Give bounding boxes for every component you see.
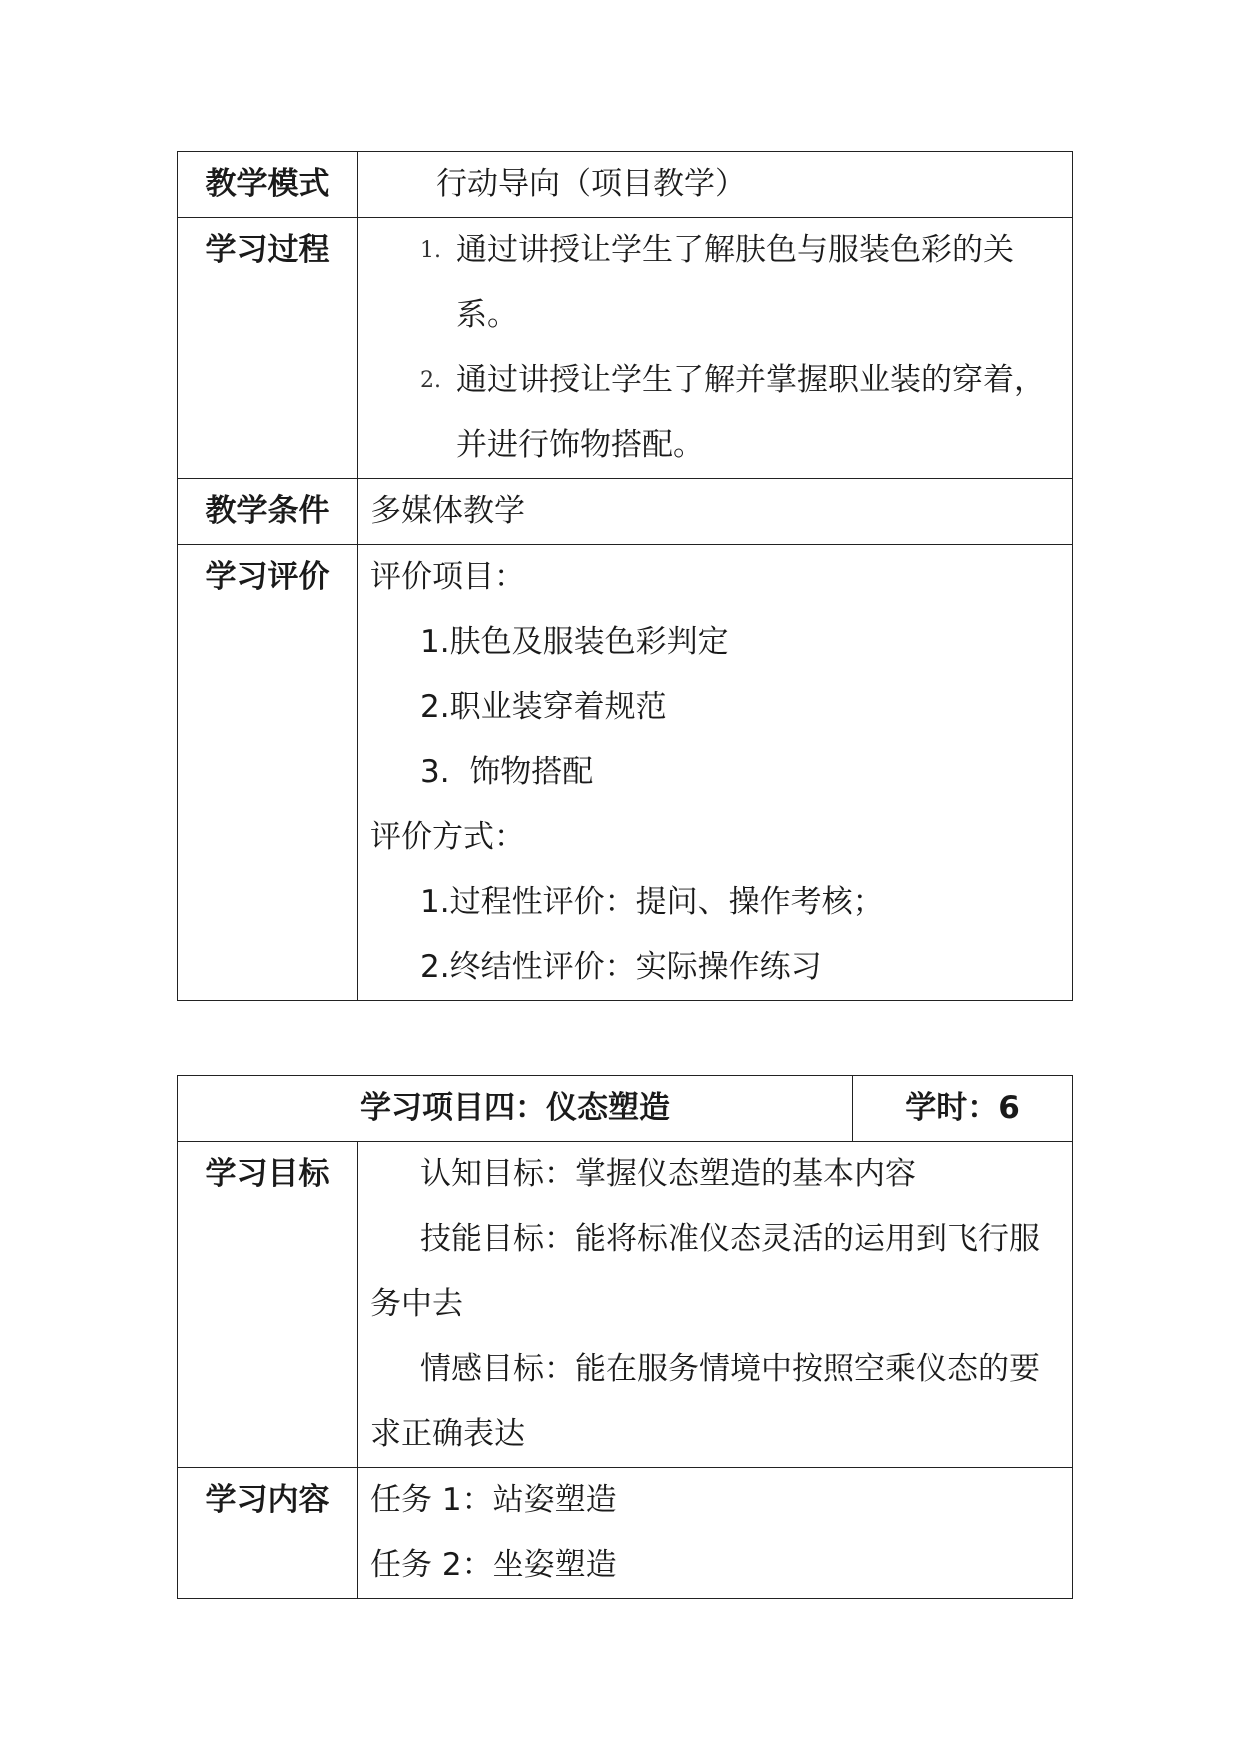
learning-content-tasks — [358, 1468, 1073, 1599]
task-item: 任务 2：坐姿塑造 — [370, 1547, 617, 1583]
learning-goals-label: 学习目标 — [178, 1142, 358, 1468]
learning-process-label: 学习过程 — [178, 218, 358, 479]
evaluation-items-heading: 评价项目： — [370, 559, 525, 595]
goal-line: 认知目标：掌握仪态塑造的基本内容 — [420, 1156, 916, 1192]
process-item-text: 通过讲授让学生了解并掌握职业装的穿着，并进行饰物搭配。 — [456, 362, 1045, 463]
teaching-mode-row — [178, 152, 1073, 218]
goal-line: 情感目标：能在服务情境中按照空乘仪态的要求正确表达 — [370, 1351, 1040, 1452]
evaluation-method: 1.过程性评价：提问、操作考核； — [420, 884, 884, 920]
process-item-number: 2. — [420, 368, 441, 393]
learning-content-label: 学习内容 — [178, 1468, 358, 1599]
process-item-text: 通过讲授让学生了解肤色与服装色彩的关系。 — [456, 232, 1014, 333]
goal-line: 技能目标：能将标准仪态灵活的运用到飞行服务中去 — [370, 1221, 1040, 1322]
evaluation-item: 1.肤色及服装色彩判定 — [420, 624, 729, 660]
teaching-conditions-label: 教学条件 — [178, 479, 358, 545]
course-info-table — [177, 151, 1073, 1001]
evaluation-item: 3. 饰物搭配 — [420, 754, 594, 790]
teaching-conditions-value: 多媒体教学 — [358, 479, 1073, 545]
project-header-row — [178, 1076, 1073, 1142]
process-item — [370, 218, 1064, 348]
teaching-mode-value: 行动导向（项目教学） — [358, 152, 1073, 218]
learning-evaluation-row — [178, 545, 1073, 1001]
learning-process-content — [358, 218, 1073, 479]
learning-content-row — [178, 1468, 1073, 1599]
learning-evaluation-label: 学习评价 — [178, 545, 358, 1001]
learning-goals-row — [178, 1142, 1073, 1468]
process-item — [370, 348, 1064, 478]
process-item-number: 1. — [420, 238, 441, 263]
project-four-table — [177, 1075, 1073, 1599]
task-item: 任务 1：站姿塑造 — [370, 1482, 617, 1518]
learning-process-row — [178, 218, 1073, 479]
evaluation-method: 2.终结性评价：实际操作练习 — [420, 949, 822, 985]
evaluation-methods-heading: 评价方式： — [370, 819, 525, 855]
learning-goals-content — [358, 1142, 1073, 1468]
learning-evaluation-content — [358, 545, 1073, 1001]
project-hours: 学时：6 — [853, 1076, 1073, 1142]
project-title: 学习项目四：仪态塑造 — [178, 1076, 853, 1142]
teaching-mode-label: 教学模式 — [178, 152, 358, 218]
evaluation-item: 2.职业装穿着规范 — [420, 689, 667, 725]
teaching-conditions-row — [178, 479, 1073, 545]
